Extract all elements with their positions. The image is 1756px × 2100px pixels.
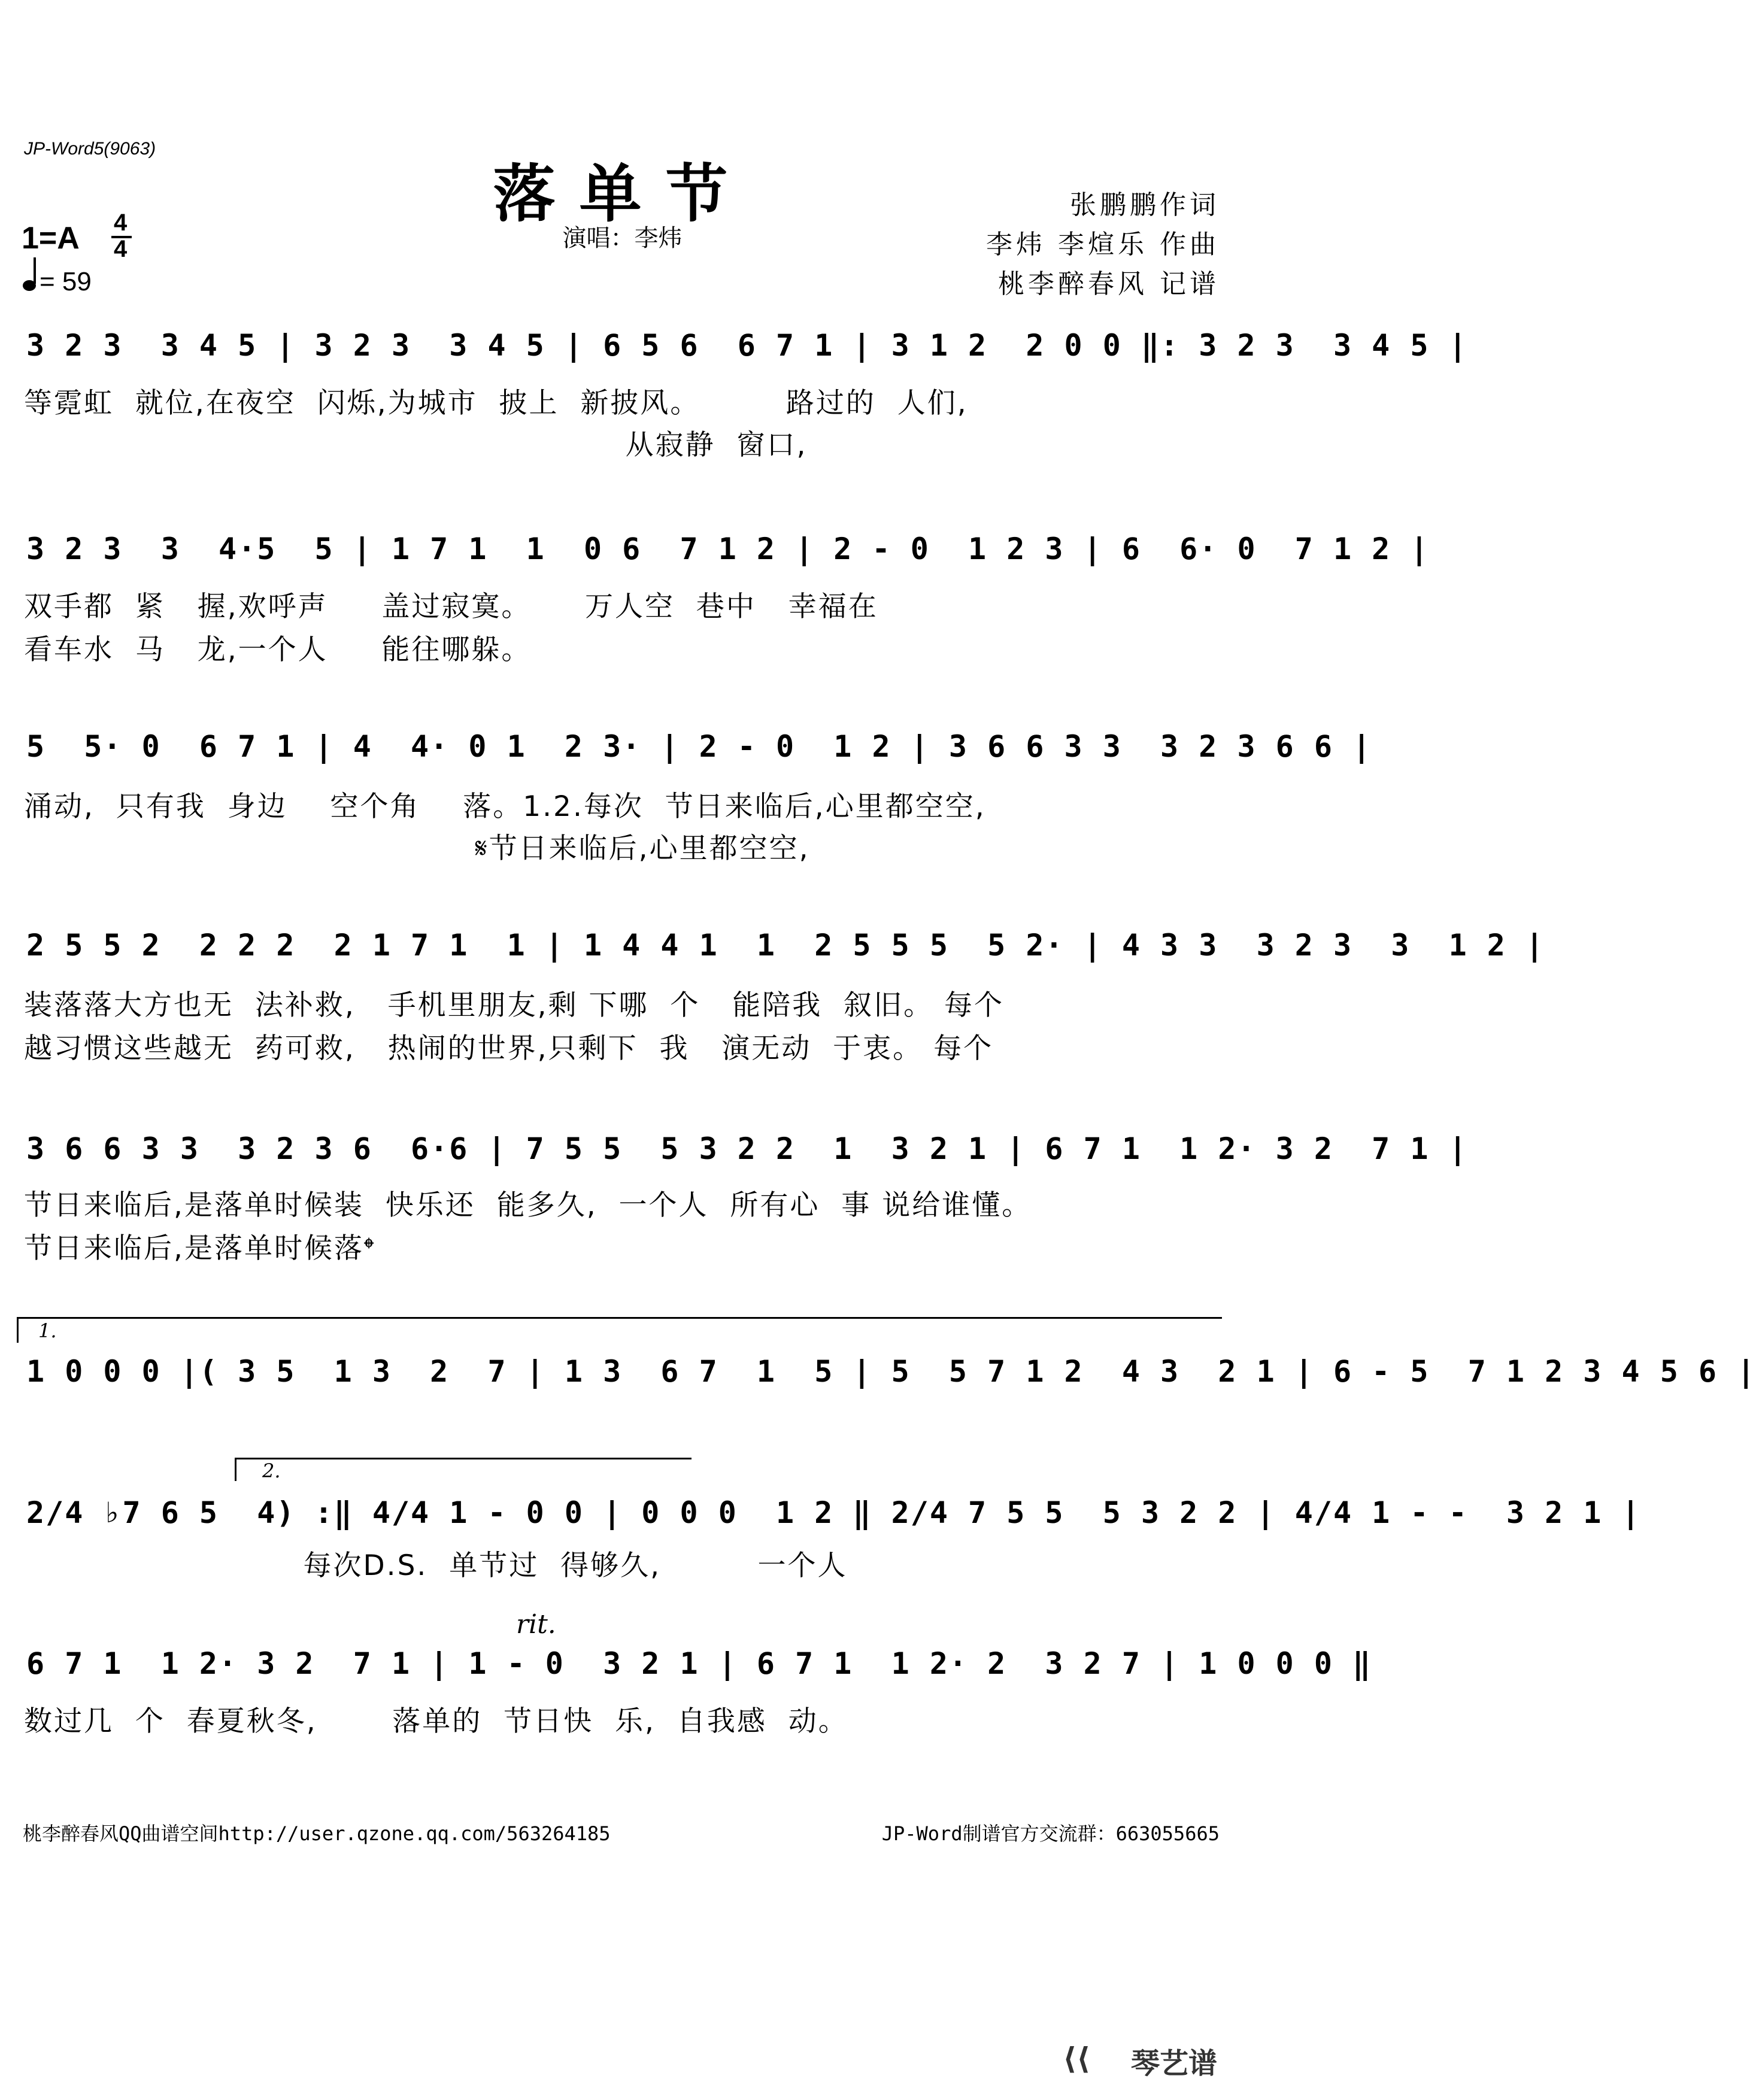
lyricist-credit: 张鹏鹏作词 bbox=[1070, 190, 1220, 220]
singer-credit: 演唱：李炜 bbox=[562, 224, 683, 252]
lyric-line-2a: 双手都 紧 握,欢呼声 盖过寂寞。 万人空 巷中 幸福在 bbox=[24, 590, 878, 623]
quarter-note-icon bbox=[34, 257, 36, 284]
composer-credit: 李炜 李煊乐 作曲 bbox=[986, 229, 1220, 260]
notation-line-5: 3 6 6 3 3 3 2 3 6 6·6 | 7 5 5 5 3 2 2 1 3 2 1 | 6 7 1 1 2· 3 2 7 1 | bbox=[26, 1131, 1468, 1166]
tempo-marking: = 59 bbox=[40, 267, 92, 296]
notation-line-4: 2 5 5 2 2 2 2 2 1 7 1 1 | 1 4 4 1 1 2 5 5 5 5 2· | 4 3 3 3 2 3 3 1 2 | bbox=[26, 928, 1545, 963]
footer-source-link: 桃李醉春风QQ曲谱空间http://user.qzone.qq.com/563264185 bbox=[23, 1822, 611, 1845]
lyric-line-7a: 每次D.S. 单节过 得够久, 一个人 bbox=[24, 1549, 848, 1582]
lyric-line-1b: 从寂静 窗口, bbox=[24, 429, 808, 462]
lyric-line-4b: 越习惯这些越无 药可救, 热闹的世界,只剩下 我 演无动 于衷。 每个 bbox=[24, 1032, 994, 1065]
lyric-line-5b: 节日来临后,是落单时候落𝄌 bbox=[24, 1232, 376, 1265]
lyric-line-1a: 等霓虹 就位,在夜空 闪烁,为城市 披上 新披风。 路过的 人们, bbox=[24, 387, 968, 420]
logo-icon: ⟨⟨ bbox=[1063, 2041, 1090, 2076]
lyric-line-8a: 数过几 个 春夏秋冬, 落单的 节日快 乐, 自我感 动。 bbox=[24, 1705, 848, 1738]
time-signature-top: 4 bbox=[114, 210, 128, 236]
notation-line-2: 3 2 3 3 4·5 5 | 1 7 1 1 0 6 7 1 2 | 2 - 0 1 2 3 | 6 6· 0 7 1 2 | bbox=[26, 532, 1430, 566]
watermark-logo-text: 琴艺谱 bbox=[1130, 2047, 1217, 2080]
lyric-line-3b: 𝄋节日来临后,心里都空空, bbox=[24, 832, 810, 865]
notation-line-3: 5 5· 0 6 7 1 | 4 4· 0 1 2 3· | 2 - 0 1 2 | 3 6 6 3 3 3 2 3 6 6 | bbox=[26, 729, 1372, 764]
notation-line-8: 6 7 1 1 2· 3 2 7 1 | 1 - 0 3 2 1 | 6 7 1 1 2· 2 3 2 7 | 1 0 0 0 ‖ bbox=[26, 1646, 1372, 1681]
footer-group-info: JP-Word制谱官方交流群：663055665 bbox=[881, 1822, 1220, 1845]
song-title: 落单节 bbox=[493, 157, 752, 230]
volta-label-2: 2. bbox=[262, 1459, 281, 1482]
ritardando-marking: rit. bbox=[516, 1609, 556, 1640]
lyric-line-3a: 涌动, 只有我 身边 空个角 落。1.2.每次 节日来临后,心里都空空, bbox=[24, 790, 986, 823]
time-signature-bottom: 4 bbox=[114, 236, 128, 262]
lyric-line-5a: 节日来临后,是落单时候装 快乐还 能多久, 一个人 所有心 事 说给谁懂。 bbox=[24, 1189, 1032, 1222]
volta-label-1: 1. bbox=[38, 1319, 57, 1342]
transcriber-credit: 桃李醉春风 记谱 bbox=[998, 269, 1220, 299]
volta-bracket-2 bbox=[235, 1458, 692, 1481]
volta-bracket-1 bbox=[17, 1317, 1222, 1343]
notation-line-1: 3 2 3 3 4 5 | 3 2 3 3 4 5 | 6 5 6 6 7 1 | 3 1 2 2 0 0 ‖: 3 2 3 3 4 5 | bbox=[26, 328, 1468, 363]
quarter-note-head-icon bbox=[23, 280, 36, 291]
notation-line-6: 1 0 0 0 |( 3 5 1 3 2 7 | 1 3 6 7 1 5 | 5 5 7 1 2 4 3 2 1 | 6 - 5 7 1 2 3 4 5 6 | bbox=[26, 1354, 1756, 1389]
lyric-line-4a: 装落落大方也无 法补救, 手机里朋友,剩 下哪 个 能陪我 叙旧。 每个 bbox=[24, 989, 1005, 1022]
key-signature: 1=A bbox=[22, 221, 80, 256]
notation-line-7: 2/4 ♭7 6 5 4) :‖ 4/4 1 - 0 0 | 0 0 0 1 2 ‖ 2/4 7 5 5 5 3 2 2 | 4/4 1 - - 3 2 1 | bbox=[26, 1495, 1641, 1530]
lyric-line-2b: 看车水 马 龙,一个人 能往哪躲。 bbox=[24, 633, 532, 666]
app-tag: JP-Word5(9063) bbox=[24, 139, 156, 159]
